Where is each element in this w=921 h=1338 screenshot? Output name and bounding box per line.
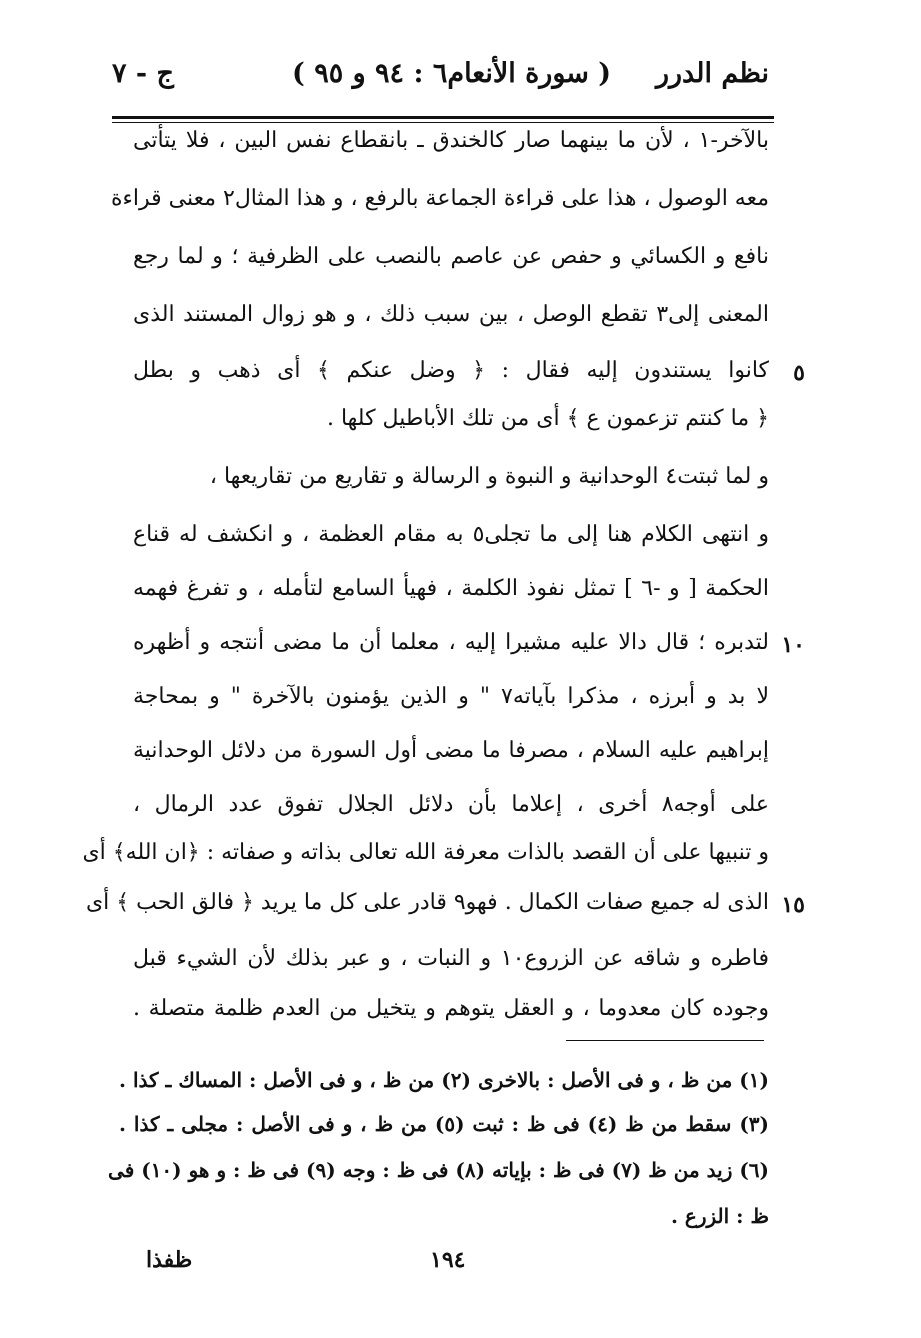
text-line: معه الوصول ، هذا على قراءة الجماعة بالرفع ، و هذا المثال٢ معنى قراءة: [110, 186, 769, 211]
text-line: الحكمة [ و -٦ ] تمثل نفوذ الكلمة ، فهيأ السامع لتأمله ، و تفرغ فهمه: [133, 576, 769, 601]
text-line: و لما ثبتت٤ الوحدانية و النبوة و الرسالة و تقاريع من تقاريعها ،: [209, 464, 769, 489]
header-rule-thin: [112, 122, 774, 123]
page-number: ١٩٤: [430, 1247, 466, 1273]
text-line: فاطره و شاقه عن الزروع١٠ و النبات ، و عبر بذلك لأن الشيء قبل: [133, 946, 769, 971]
text-line: نافع و الكسائي و حفص عن عاصم بالنصب على الظرفية ؛ و لما رجع: [133, 244, 769, 269]
footnote-line: ظ : الزرع .: [670, 1204, 769, 1228]
text-line: و انتهى الكلام هنا إلى ما تجلى٥ به مقام العظمة ، و انكشف له قناع: [133, 522, 769, 547]
footnote-line: (١) من ظ ، و فى الأصل : بالاخرى (٢) من ظ ، و فى الأصل : المساك ـ كذا .: [119, 1068, 769, 1092]
footnote-line: (٦) زيد من ظ (٧) فى ظ : بإياته (٨) فى ظ : وجه (٩) فى ظ : و هو (١٠) فى: [108, 1158, 769, 1182]
text-line: لتدبره ؛ قال دالا عليه مشيرا إليه ، معلما أن ما مضى أنتجه و أظهره: [133, 630, 769, 655]
volume-label: ج - ٧: [112, 58, 174, 89]
line-number-15: ١٥: [781, 892, 805, 918]
surah-reference: ( سورة الأنعام٦ : ٩٤ و ٩٥ ): [292, 58, 612, 89]
text-line: بالآخر-١ ، لأن ما بينهما صار كالخندق ـ بانقطاع نفس البين ، فلا يتأتى: [133, 128, 769, 153]
text-line: وجوده كان معدوما ، و العقل يتوهم و يتخيل من العدم ظلمة متصلة .: [133, 996, 769, 1021]
header-rule: [112, 116, 774, 119]
footnote-separator: [566, 1040, 764, 1041]
text-line: ﴿ ما كنتم تزعمون ع ﴾ أى من تلك الأباطيل كلها .: [326, 406, 769, 431]
text-line: الذى له جميع صفات الكمال . فهو٩ قادر على كل ما يريد ﴿ فالق الحب ﴾ أى: [85, 890, 769, 915]
text-line: على أوجه٨ أخرى ، إعلاما بأن دلائل الجلال تفوق عدد الرمال ،: [133, 792, 769, 817]
footnote-line: (٣) سقط من ظ (٤) فى ظ : ثبت (٥) من ظ ، و فى الأصل : مجلى ـ كذا .: [119, 1112, 769, 1136]
text-line: لا بد و أبرزه ، مذكرا بآياته٧ " و الذين يؤمنون بالآخرة " و بمحاجة: [133, 684, 769, 709]
text-line: إبراهيم عليه السلام ، مصرفا ما مضى أول السورة من دلائل الوحدانية: [133, 738, 769, 763]
line-number-10: ١٠: [781, 632, 805, 658]
line-number-5: ٥: [793, 360, 805, 386]
text-line: المعنى إلى٣ تقطع الوصل ، بين سبب ذلك ، و هو زوال المستند الذى: [133, 302, 769, 327]
book-title: نظم الدرر: [655, 58, 769, 89]
signature-mark: ظفذا: [146, 1247, 193, 1273]
text-line: و تنبيها على أن القصد بالذات معرفة الله تعالى بذاته و صفاته : ﴿ان الله﴾ أى: [82, 840, 769, 865]
text-line: كانوا يستندون إليه فقال : ﴿ وضل عنكم ﴾ أى ذهب و بطل: [133, 358, 769, 383]
